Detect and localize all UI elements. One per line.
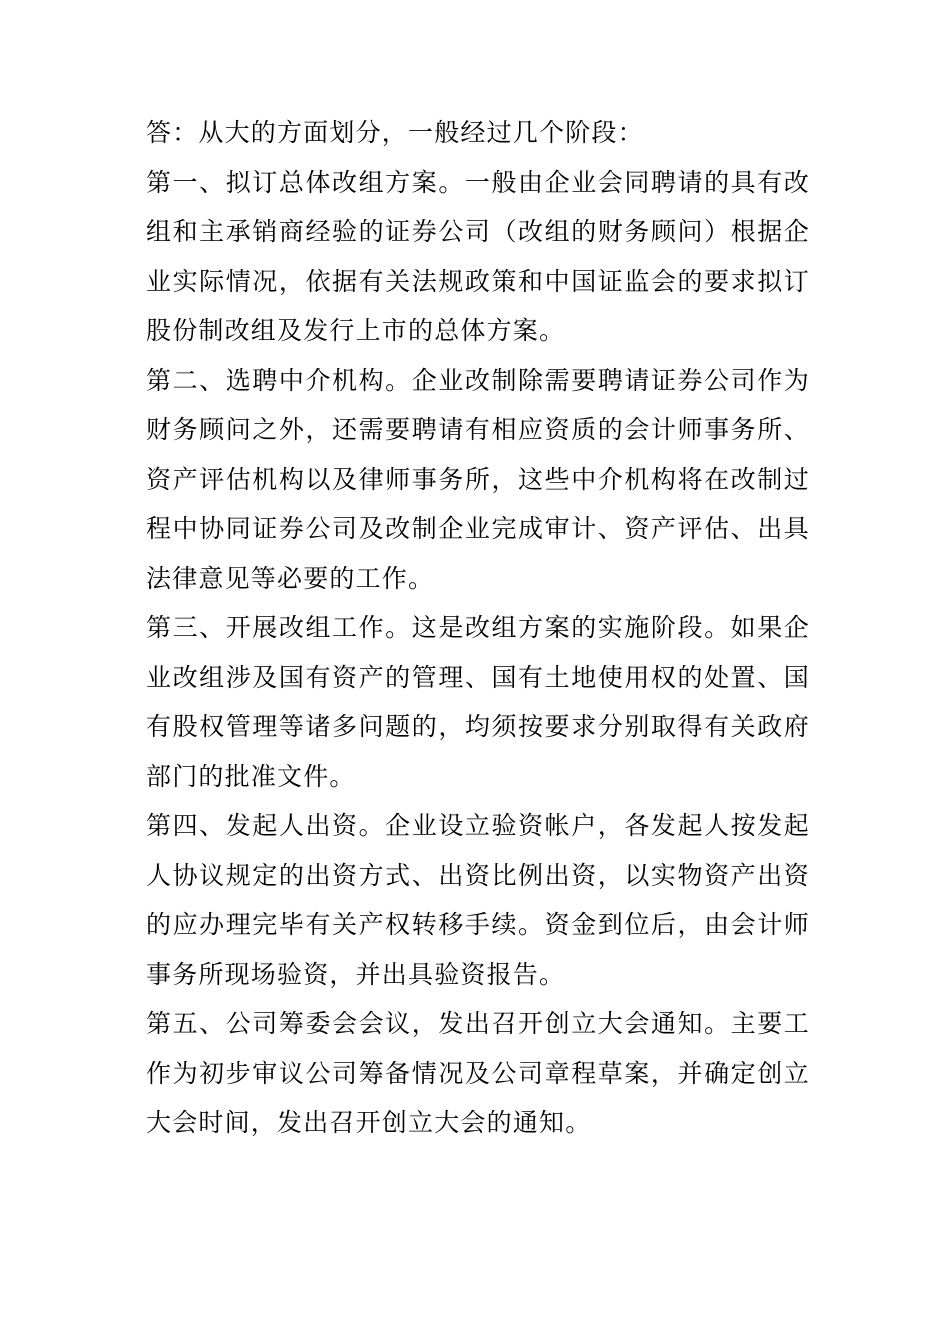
answer-intro-paragraph: 答：从大的方面划分，一般经过几个阶段： <box>146 118 644 147</box>
document-body <box>146 108 810 1148</box>
step-three-paragraph: 第三、开展改组工作。这是改组方案的实施阶段。如果企业改组涉及国有资产的管理、国有土地使用权的处置、国有股权管理等诸多问题的，均须按要求分别取得有关政府部门的批准文件。 <box>146 613 810 791</box>
step-one-paragraph: 第一、拟订总体改组方案。一般由企业会同聘请的具有改组和主承销商经验的证券公司（改组的财务顾问）根据企业实际情况，依据有关法规政策和中国证监会的要求拟订股份制改组及发行上市的总体方案。 <box>146 167 810 345</box>
step-two-paragraph: 第二、选聘中介机构。企业改制除需要聘请证券公司作为财务顾问之外，还需要聘请有相应资质的会计师事务所、资产评估机构以及律师事务所，这些中介机构将在改制过程中协同证券公司及改制企业完成审计、资产评估、出具法律意见等必要的工作。 <box>146 365 810 593</box>
step-five-paragraph: 第五、公司筹委会会议，发出召开创立大会通知。主要工作为初步审议公司筹备情况及公司章程草案，并确定创立大会时间，发出召开创立大会的通知。 <box>146 1009 810 1137</box>
step-four-paragraph: 第四、发起人出资。企业设立验资帐户，各发起人按发起人协议规定的出资方式、出资比例出资，以实物资产出资的应办理完毕有关产权转移手续。资金到位后，由会计师事务所现场验资，并出具验资报告。 <box>146 811 810 989</box>
